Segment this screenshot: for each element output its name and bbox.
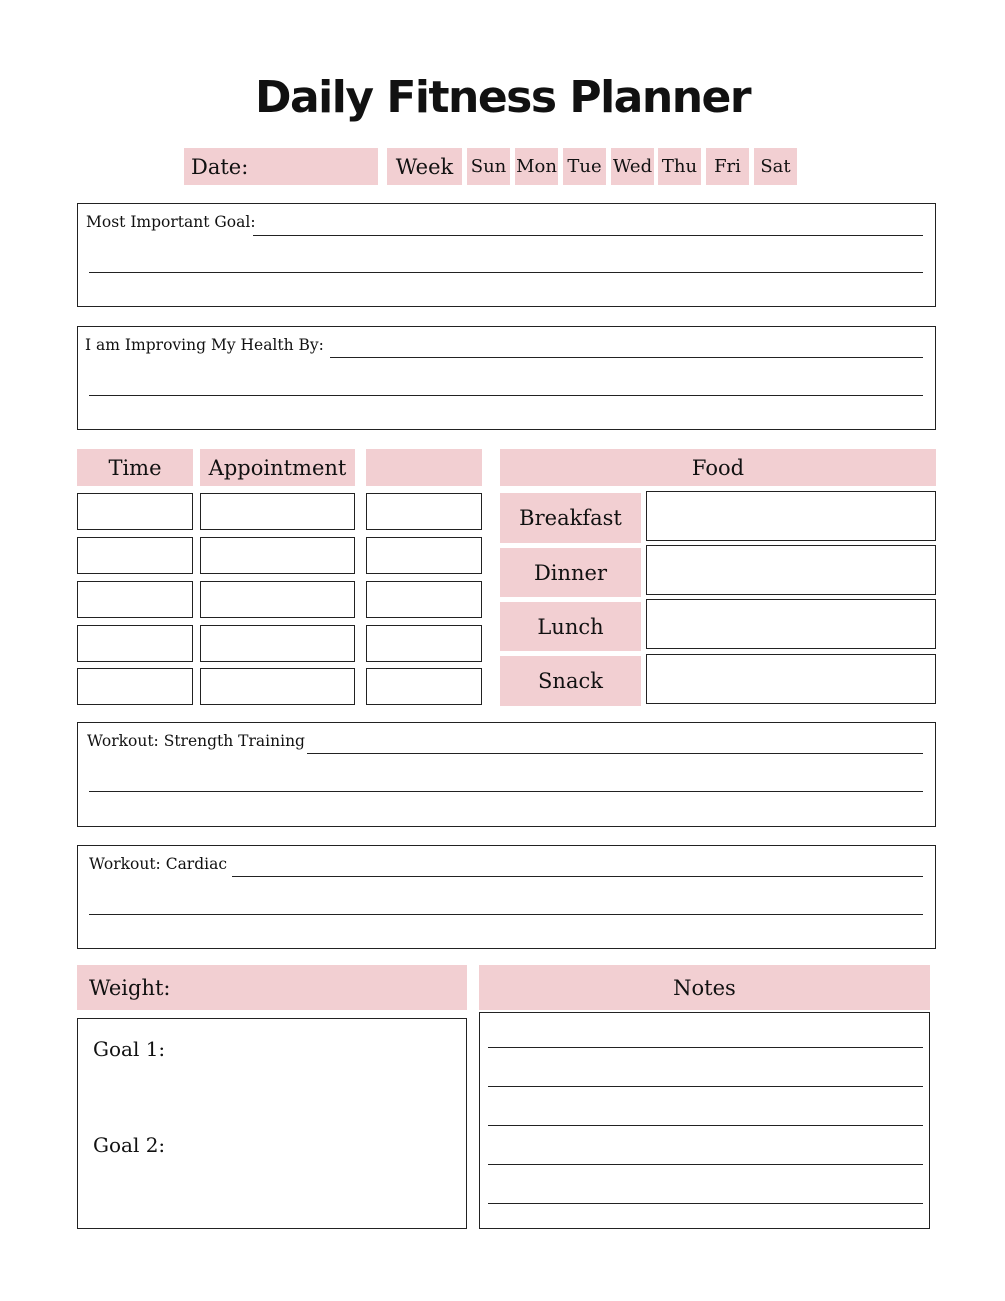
improving-health-box[interactable]: [77, 326, 936, 430]
meal-label-snack: Snack: [500, 656, 641, 706]
page-title: Daily Fitness Planner: [254, 72, 751, 123]
notes-line: [488, 1203, 923, 1204]
weight-header-text: Weight:: [89, 975, 171, 1000]
food-header: [500, 449, 936, 486]
time-cell[interactable]: [77, 493, 193, 530]
writing-line: [89, 272, 923, 273]
improving-health-label: I am Improving My Health By:: [85, 336, 324, 354]
time-cell[interactable]: [77, 668, 193, 705]
appointment-header-text: Appointment: [208, 455, 347, 480]
writing-line: [253, 235, 923, 236]
day-tue[interactable]: Tue: [563, 148, 606, 185]
extra-header: [366, 449, 482, 486]
notes-box[interactable]: [479, 1012, 930, 1229]
meal-label-breakfast: Breakfast: [500, 493, 641, 543]
time-header-text: Time: [108, 455, 162, 480]
extra-cell[interactable]: [366, 625, 482, 662]
date-label: Date:: [191, 154, 249, 179]
writing-line: [89, 395, 923, 396]
day-wed[interactable]: Wed: [611, 148, 654, 185]
week-label-text: Week: [395, 154, 454, 179]
extra-cell[interactable]: [366, 581, 482, 618]
workout-strength-label: Workout: Strength Training: [87, 732, 305, 750]
time-cell[interactable]: [77, 537, 193, 574]
goal-1-label: Goal 1:: [93, 1037, 166, 1061]
writing-line: [330, 357, 923, 358]
appointment-cell[interactable]: [200, 537, 355, 574]
appointment-cell[interactable]: [200, 668, 355, 705]
most-important-goal-label: Most Important Goal:: [86, 213, 256, 231]
appointment-header: [200, 449, 355, 486]
date-field[interactable]: [184, 148, 378, 185]
workout-cardiac-box[interactable]: [77, 845, 936, 949]
appointment-cell[interactable]: [200, 581, 355, 618]
meal-entry-breakfast[interactable]: [646, 491, 936, 541]
meal-entry-snack[interactable]: [646, 654, 936, 704]
appointment-cell[interactable]: [200, 625, 355, 662]
notes-header: [479, 965, 930, 1010]
weight-goals-box[interactable]: [77, 1018, 467, 1229]
notes-header-text: Notes: [673, 975, 736, 1000]
appointment-cell[interactable]: [200, 493, 355, 530]
day-sat[interactable]: Sat: [754, 148, 797, 185]
workout-strength-box[interactable]: [77, 722, 936, 827]
notes-line: [488, 1125, 923, 1126]
food-header-text: Food: [691, 455, 745, 480]
weight-header: [77, 965, 467, 1010]
day-sun[interactable]: Sun: [467, 148, 510, 185]
extra-cell[interactable]: [366, 493, 482, 530]
day-thu[interactable]: Thu: [658, 148, 701, 185]
meal-label-dinner: Dinner: [500, 548, 641, 597]
time-cell[interactable]: [77, 581, 193, 618]
day-mon[interactable]: Mon: [515, 148, 558, 185]
writing-line: [307, 753, 923, 754]
writing-line: [89, 791, 923, 792]
workout-cardiac-label: Workout: Cardiac: [89, 855, 228, 873]
time-cell[interactable]: [77, 625, 193, 662]
extra-cell[interactable]: [366, 668, 482, 705]
writing-line: [232, 876, 923, 877]
goal-2-label: Goal 2:: [93, 1133, 166, 1157]
extra-cell[interactable]: [366, 537, 482, 574]
most-important-goal-box[interactable]: [77, 203, 936, 307]
time-header: [77, 449, 193, 486]
meal-entry-dinner[interactable]: [646, 545, 936, 595]
writing-line: [89, 914, 923, 915]
meal-label-lunch: Lunch: [500, 602, 641, 651]
notes-line: [488, 1086, 923, 1087]
notes-line: [488, 1164, 923, 1165]
meal-entry-lunch[interactable]: [646, 599, 936, 649]
notes-line: [488, 1047, 923, 1048]
week-label: [387, 148, 462, 185]
day-fri[interactable]: Fri: [706, 148, 749, 185]
